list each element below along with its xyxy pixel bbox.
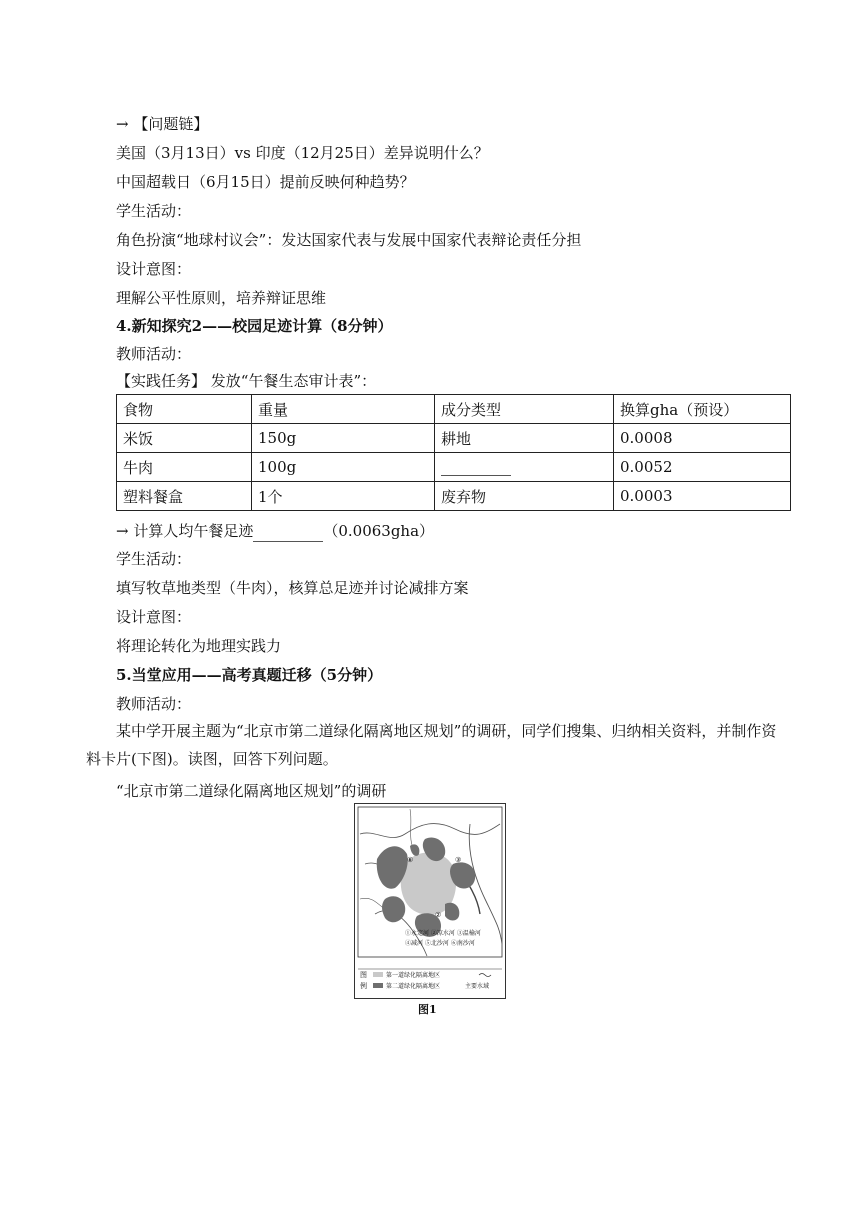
section-4-heading: 4.新知探究2——校园足迹计算（8分钟） — [116, 317, 393, 335]
legend-label-1: 图 — [360, 971, 367, 979]
student-activity-text: 角色扮演“地球村议会”：发达国家代表与发展中国家代表辩论责任分担 — [116, 231, 582, 249]
cell-type-blank — [435, 453, 614, 482]
cell-gha: 0.0008 — [614, 424, 791, 453]
cell-food: 米饭 — [117, 424, 252, 453]
question-paragraph: 某中学开展主题为“北京市第二道绿化隔离地区规划”的调研，同学们搜集、归纳相关资料，并制作资料卡片(下图)。读图，回答下列问题。 — [86, 722, 777, 768]
header-food: 食物 — [117, 395, 252, 424]
practice-task: 【实践任务】 发放“午餐生态审计表”： — [116, 372, 377, 390]
student-activity-label: 学生活动： — [116, 202, 192, 220]
river-list-1: ①永定河 ②凉水河 ③温榆河 — [405, 930, 481, 937]
legend-second-belt: 第二道绿化隔离地区 — [386, 983, 441, 990]
table-row — [117, 424, 791, 453]
fill-blank — [253, 527, 323, 542]
calc-suffix: （0.0063gha） — [323, 522, 435, 540]
cell-weight: 100g — [252, 453, 435, 482]
question-2: 中国超载日（6月15日）提前反映何种趋势？ — [116, 173, 415, 191]
design-intent-label: 设计意图： — [116, 608, 192, 626]
calc-prefix: → 计算人均午餐足迹 — [116, 522, 254, 540]
header-weight: 重量 — [252, 395, 435, 424]
cell-weight: 150g — [252, 424, 435, 453]
table-row — [117, 453, 791, 482]
legend-swatch-first — [373, 972, 383, 977]
student-activity-label: 学生活动： — [116, 550, 192, 568]
calc-line — [116, 520, 434, 542]
legend-label-2: 例 — [360, 982, 367, 990]
header-gha: 换算gha（预设） — [614, 395, 791, 424]
cell-weight: 1个 — [252, 482, 435, 511]
cell-type: 耕地 — [435, 424, 614, 453]
figure-caption: 图1 — [418, 1003, 437, 1016]
cell-food: 塑料餐盒 — [117, 482, 252, 511]
legend-first-belt: 第一道绿化隔离地区 — [386, 972, 441, 979]
fill-blank — [441, 461, 511, 476]
svg-text:②: ② — [435, 911, 442, 919]
svg-text:③: ③ — [455, 856, 462, 864]
teacher-activity-label: 教师活动： — [116, 695, 192, 713]
section-5-heading: 5.当堂应用——高考真题迁移（5分钟） — [116, 666, 383, 684]
cell-gha: 0.0052 — [614, 453, 791, 482]
cell-food: 牛肉 — [117, 453, 252, 482]
lunch-audit-table — [116, 394, 791, 511]
header-type: 成分类型 — [435, 395, 614, 424]
cell-type: 废弃物 — [435, 482, 614, 511]
design-intent-text: 理解公平性原则，培养辩证思维 — [116, 289, 327, 307]
map-svg — [355, 804, 505, 998]
table-header-row — [117, 395, 791, 424]
figure-title: “北京市第二道绿化隔离地区规划”的调研 — [116, 782, 387, 800]
river-list-2: ④减河 ⑤北沙河 ⑥南沙河 — [405, 940, 475, 947]
beijing-greenbelt-map — [354, 803, 506, 999]
legend-swatch-second — [373, 983, 383, 988]
question-1: 美国（3月13日）vs 印度（12月25日）差异说明什么？ — [116, 144, 489, 162]
table-row — [117, 482, 791, 511]
legend-water: 主要水域 — [465, 983, 490, 990]
question-chain-title: → 【问题链】 — [116, 115, 209, 133]
teacher-activity-label: 教师活动： — [116, 345, 192, 363]
design-intent-text: 将理论转化为地理实践力 — [116, 637, 282, 655]
cell-gha: 0.0003 — [614, 482, 791, 511]
student-activity-text: 填写牧草地类型（牛肉），核算总足迹并讨论减排方案 — [116, 579, 469, 597]
design-intent-label: 设计意图： — [116, 260, 192, 278]
svg-text:⑥: ⑥ — [407, 856, 414, 864]
